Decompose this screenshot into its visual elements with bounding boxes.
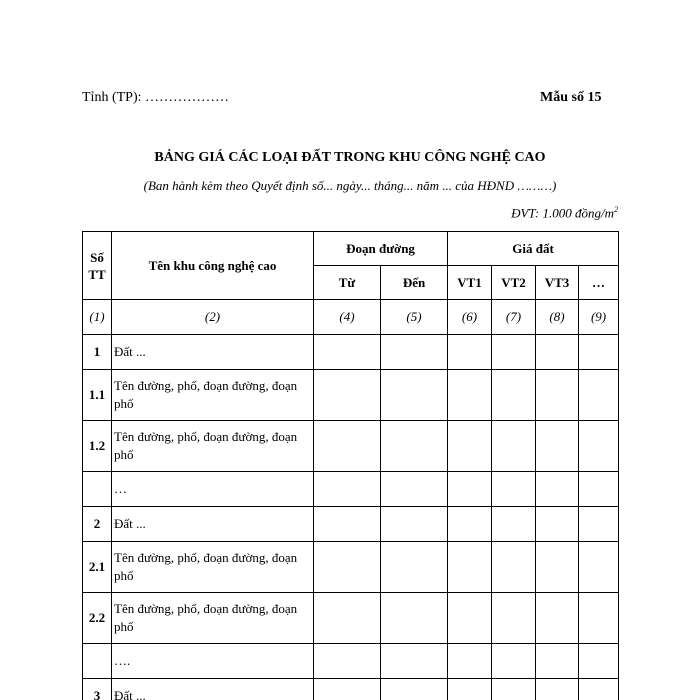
index-cell: (4): [314, 300, 381, 335]
province-label: Tỉnh (TP): ………………: [82, 90, 229, 105]
row-number: 1.2: [83, 421, 112, 472]
price-table: [82, 231, 619, 700]
index-cell: (7): [492, 300, 536, 335]
table-row: [83, 335, 619, 370]
unit-label: ĐVT: 1.000 đồng/$m^2$: [511, 205, 618, 221]
table-row: [83, 679, 619, 700]
header-vt2: VT2: [492, 266, 536, 300]
form-number: Mẫu số 15: [540, 90, 602, 105]
row-number: [83, 644, 112, 679]
index-row: [83, 300, 619, 335]
index-cell: (9): [579, 300, 619, 335]
row-number: 1.1: [83, 370, 112, 421]
row-number: 2: [83, 507, 112, 542]
index-cell: (8): [536, 300, 579, 335]
table-row: [83, 370, 619, 421]
row-name: Đất ...: [112, 507, 314, 542]
row-name: Tên đường, phố, đoạn đường, đoạn phố: [112, 421, 314, 472]
row-number: 1: [83, 335, 112, 370]
header-no: Số TT: [83, 232, 112, 300]
row-number: 3: [83, 679, 112, 700]
row-number: [83, 472, 112, 507]
row-name: Tên đường, phố, đoạn đường, đoạn phố: [112, 542, 314, 593]
row-name: …: [112, 472, 314, 507]
index-cell: (2): [112, 300, 314, 335]
index-cell: (1): [83, 300, 112, 335]
header-vt1: VT1: [448, 266, 492, 300]
header-more: …: [579, 266, 619, 300]
row-number: 2.2: [83, 593, 112, 644]
table-row: [83, 542, 619, 593]
row-name: Tên đường, phố, đoạn đường, đoạn phố: [112, 370, 314, 421]
header-to: Đến: [381, 266, 448, 300]
index-cell: (5): [381, 300, 448, 335]
table-row: [83, 507, 619, 542]
document-subtitle: (Ban hành kèm theo Quyết định số... ngày... tháng... năm ... của HĐND ………): [143, 178, 557, 193]
header-name: Tên khu công nghệ cao: [112, 232, 314, 300]
table-row: [83, 472, 619, 507]
row-number: 2.1: [83, 542, 112, 593]
table-row: [83, 644, 619, 679]
header-price: Giá đất: [448, 232, 619, 266]
header-vt3: VT3: [536, 266, 579, 300]
table-row: [83, 593, 619, 644]
row-name: Tên đường, phố, đoạn đường, đoạn phố: [112, 593, 314, 644]
header-from: Từ: [314, 266, 381, 300]
row-name: Đất ...: [112, 335, 314, 370]
table-row: [83, 421, 619, 472]
document-title: BẢNG GIÁ CÁC LOẠI ĐẤT TRONG KHU CÔNG NGHỆ CAO: [154, 150, 546, 165]
index-cell: (6): [448, 300, 492, 335]
row-name: Đất ...: [112, 679, 314, 700]
row-name: ….: [112, 644, 314, 679]
header-road: Đoạn đường: [314, 232, 448, 266]
